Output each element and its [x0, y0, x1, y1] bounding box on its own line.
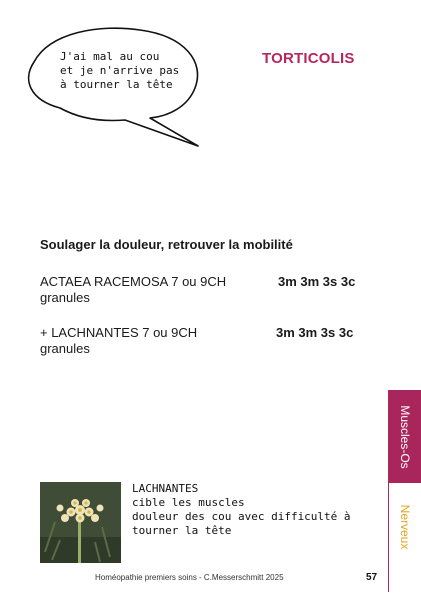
page-number: 57	[366, 572, 378, 583]
tab-nerveux-label: Nerveux	[398, 504, 412, 550]
tab-nerveux[interactable]	[389, 483, 421, 571]
remedy-form: granules	[40, 341, 90, 356]
speech-bubble-text	[60, 50, 200, 92]
speech-line: et je n'arrive pas	[60, 64, 180, 77]
remedy-dose: 3m 3m 3s 3c	[276, 325, 354, 340]
caption-line: cible les muscles	[132, 496, 245, 509]
caption-line: tourner la tête	[132, 524, 232, 537]
tab-muscles-os-label: Muscles-Os	[398, 404, 412, 469]
remedy-name: + LACHNANTES 7 ou 9CH	[40, 325, 198, 340]
caption-line: douleur des cou avec difficulté à	[132, 510, 351, 523]
speech-line: J'ai mal au cou	[60, 50, 160, 63]
caption-line: LACHNANTES	[132, 482, 199, 495]
lachnantes-flower-image	[40, 482, 121, 563]
tab-muscles-os[interactable]	[389, 390, 421, 483]
speech-line: à tourner la tête	[60, 78, 173, 91]
remedy-item	[40, 274, 356, 306]
remedy-item	[40, 325, 354, 357]
page-title: TORTICOLIS	[262, 50, 355, 67]
page-footer: Homéopathie premiers soins - C.Messerschmitt 2025	[95, 573, 284, 582]
plant-caption	[132, 482, 351, 538]
speech-bubble	[0, 0, 220, 150]
plant-photo	[40, 482, 121, 563]
section-subtitle: Soulager la douleur, retrouver la mobilité	[40, 237, 293, 252]
remedy-dose: 3m 3m 3s 3c	[278, 274, 356, 289]
remedy-name: ACTAEA RACEMOSA 7 ou 9CH	[40, 274, 227, 289]
remedy-form: granules	[40, 290, 90, 305]
